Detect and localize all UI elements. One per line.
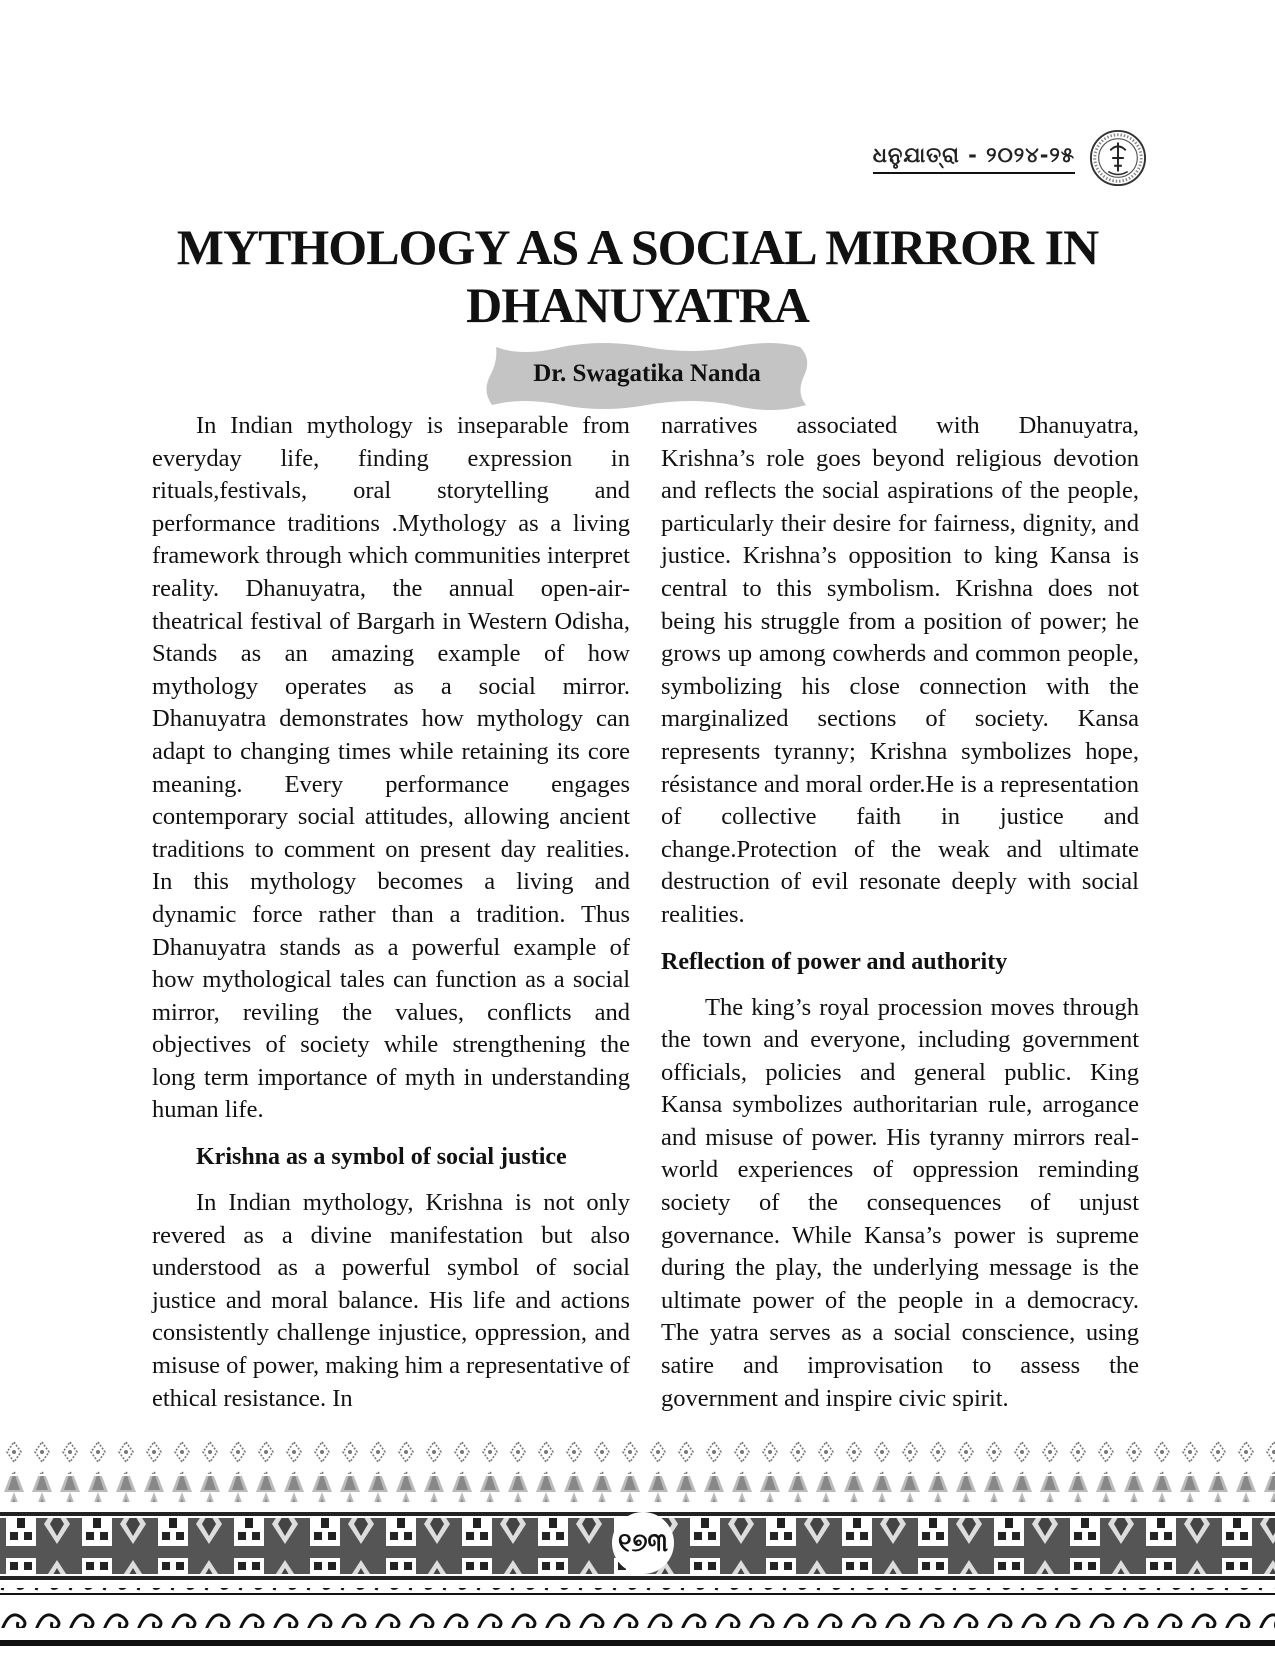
continued-paragraph: narratives associated with Dhanuyatra, Krishna’s role goes beyond religious devotion and reflects the social aspirations of the people, particularly their desire for fairness, dignity, and justice. Krishna’s opposition to king Kansa is central to this symbolism. Krishna does not being his struggle from a position of power; he grows up among cowherds and common people, symbolizing his close connection with the marginalized sections of society. Kansa represents tyranny; Krishna symbolizes hope, résistance and moral order.He is a representation of collective faith in justice and change.Protection of the weak and ultimate destruction of evil resonate deeply with social realities. xyxy=(661,412,1139,928)
author-banner xyxy=(482,339,812,413)
journal-title: ଧନୁଯାତ୍ରା - ୨୦୨୪-୨୫ xyxy=(873,143,1075,174)
decorative-footer xyxy=(0,1440,1275,1650)
author-name: Dr. Swagatika Nanda xyxy=(533,360,761,387)
section-heading-krishna: Krishna as a symbol of social justice xyxy=(196,1144,567,1171)
page-number: ୧୭୩ xyxy=(612,1512,674,1574)
emblem-logo-icon xyxy=(1089,129,1147,187)
title-line-2: DHANUYATRA xyxy=(466,277,809,333)
article-title xyxy=(100,218,1175,334)
power-paragraph: The king’s royal procession moves through the town and everyone, including government officials, policies and general public. King Kansa symbolizes authoritarian rule, arrogance and misuse of power. His tyranny mirrors real-world experiences of oppression reminding society of the consequences of unjust governance. While Kansa’s power is supreme during the play, the underlying message is the ultimate power of the people in a democracy. The yatra serves as a social conscience, using satire and improvisation to assess the government and inspire civic spirit. xyxy=(661,993,1139,1412)
krishna-paragraph: In Indian mythology, Krishna is not only revered as a divine manifestation but also understood as a powerful symbol of social justice and moral balance. His life and actions consistently challenge injustice, oppression, and misuse of power, making him a representative of ethical resistance. In xyxy=(152,1189,630,1412)
title-line-1: MYTHOLOGY AS A SOCIAL MIRROR IN xyxy=(176,219,1099,275)
running-header xyxy=(873,128,1147,188)
left-column xyxy=(152,410,630,1415)
right-column xyxy=(661,410,1139,1415)
intro-paragraph: In Indian mythology is inseparable from everyday life, finding expression in rituals,festivals, oral storytelling and performance traditions .Mythology as a living framework through which communities interpret reality. Dhanuyatra, the annual open-air-theatrical festival of Bargarh in Western Odisha, Stands as an amazing example of how mythology operates as a social mirror. Dhanuyatra demonstrates how mythology can adapt to changing times while retaining its core meaning. Every performance engages contemporary social attitudes, allowing ancient traditions to comment on present day realities. In this mythology becomes a living and dynamic force rather than a tradition. Thus Dhanuyatra stands as a powerful example of how mythological tales can function as a social mirror, reviling the values, conflicts and objectives of society while strengthening the long term importance of myth in understanding human life. xyxy=(152,412,630,1124)
section-heading-power: Reflection of power and authority xyxy=(661,948,1008,975)
